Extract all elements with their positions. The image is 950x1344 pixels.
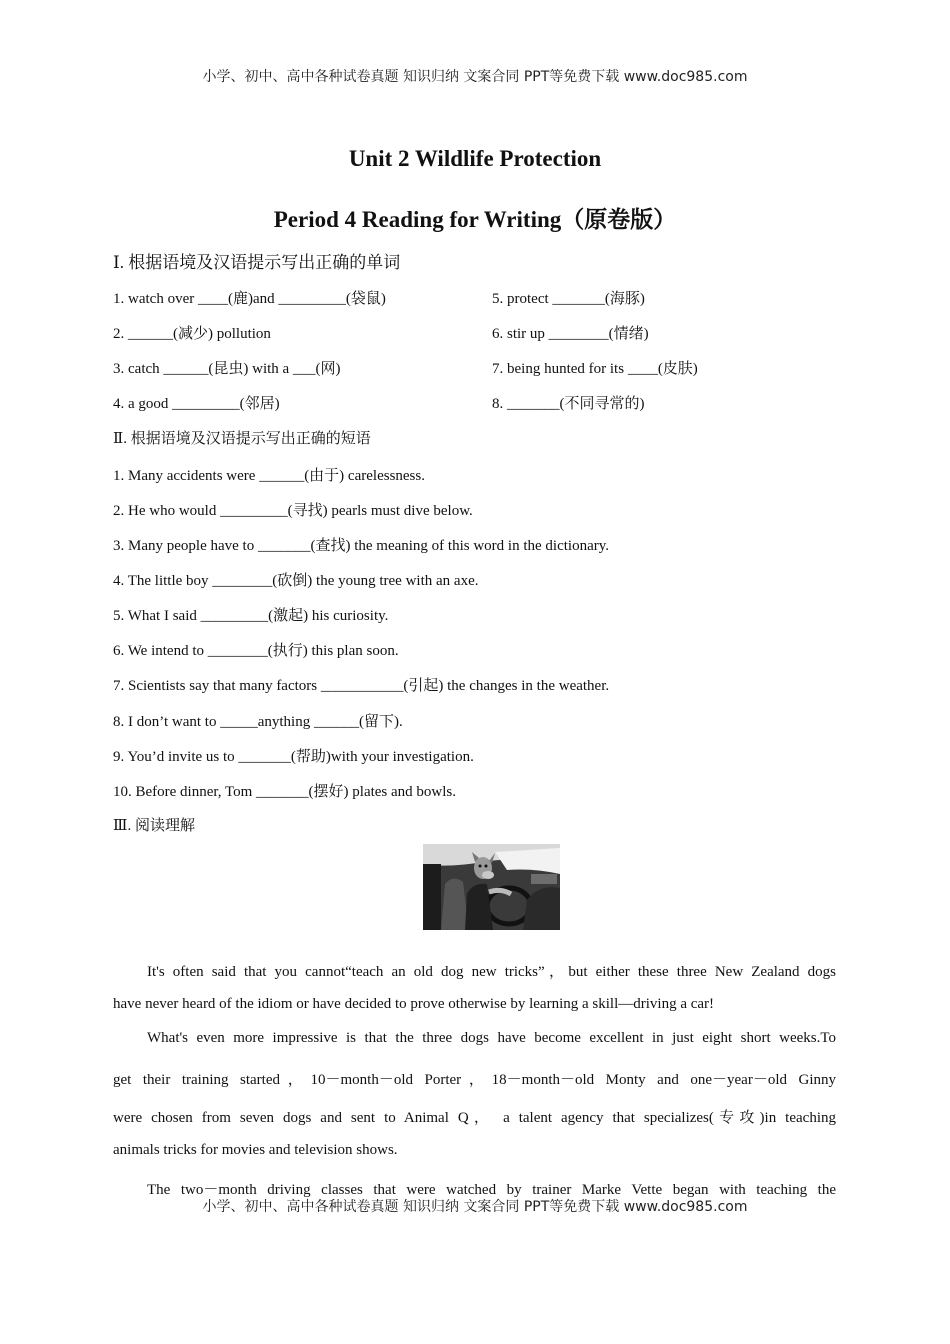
page-header: 小学、初中、高中各种试卷真题 知识归纳 文案合同 PPT等免费下载 www.doc985.com bbox=[202, 69, 748, 85]
section2-heading: Ⅱ. 根据语境及汉语提示写出正确的短语 bbox=[113, 431, 371, 447]
vocab-item: 3. catch ______(昆虫) with a ___(网) bbox=[113, 361, 341, 377]
phrase-item: 6. We intend to ________(执行) this plan soon. bbox=[113, 643, 399, 659]
phrase-item: 10. Before dinner, Tom _______(摆好) plates and bowls. bbox=[113, 784, 457, 800]
phrase-item: 2. He who would _________(寻找) pearls must dive below. bbox=[113, 503, 473, 519]
vocab-item: 6. stir up ________(情绪) bbox=[492, 326, 649, 342]
phrase-item: 9. You’d invite us to _______(帮助)with your investigation. bbox=[113, 749, 474, 765]
passage-line: animals tricks for movies and television shows. bbox=[113, 1142, 398, 1158]
vocab-item: 5. protect _______(海豚) bbox=[492, 291, 645, 307]
passage-line: get their training started，10－month－old Porter，18－month－old Monty and one－year－old Ginny bbox=[113, 1072, 836, 1088]
section1-heading: Ⅰ. 根据语境及汉语提示写出正确的单词 bbox=[113, 253, 401, 272]
page-footer: 小学、初中、高中各种试卷真题 知识归纳 文案合同 PPT等免费下载 www.doc985.com bbox=[202, 1199, 748, 1215]
vocab-item: 1. watch over ____(鹿)and _________(袋鼠) bbox=[113, 291, 386, 307]
phrase-item: 5. What I said _________(激起) his curiosity. bbox=[113, 608, 389, 624]
phrase-item: 8. I don’t want to _____anything ______(留下). bbox=[113, 714, 403, 730]
phrase-item: 3. Many people have to _______(查找) the meaning of this word in the dictionary. bbox=[113, 538, 610, 554]
passage-line: What's even more impressive is that the three dogs have become excellent in just eight short weeks.To bbox=[147, 1030, 836, 1046]
unit-title: Unit 2 Wildlife Protection bbox=[348, 146, 602, 171]
vocab-item: 8. _______(不同寻常的) bbox=[492, 396, 645, 412]
phrase-item: 1. Many accidents were ______(由于) carelessness. bbox=[113, 468, 425, 484]
vocab-item: 2. ______(减少) pollution bbox=[113, 326, 271, 342]
passage-line: It's often said that you cannot“teach an old dog new tricks”，but either these three New Zealand dogs bbox=[147, 964, 836, 980]
section3-heading: Ⅲ. 阅读理解 bbox=[113, 818, 195, 834]
passage-line: were chosen from seven dogs and sent to Animal Q， a talent agency that specializes(专攻)in teaching bbox=[113, 1110, 836, 1126]
phrase-item: 7. Scientists say that many factors ___________(引起) the changes in the weather. bbox=[113, 678, 610, 694]
passage-line: have never heard of the idiom or have decided to prove otherwise by learning a skill—driving a car! bbox=[113, 996, 715, 1012]
vocab-item: 4. a good _________(邻居) bbox=[113, 396, 280, 412]
phrase-item: 4. The little boy ________(砍倒) the young tree with an axe. bbox=[113, 573, 479, 589]
vocab-item: 7. being hunted for its ____(皮肤) bbox=[492, 361, 698, 377]
period-title: Period 4 Reading for Writing（原卷版） bbox=[273, 207, 677, 232]
passage-line: The two－month driving classes that were watched by trainer Marke Vette began with teaching the bbox=[147, 1182, 836, 1198]
dog-driving-photo bbox=[423, 844, 560, 930]
